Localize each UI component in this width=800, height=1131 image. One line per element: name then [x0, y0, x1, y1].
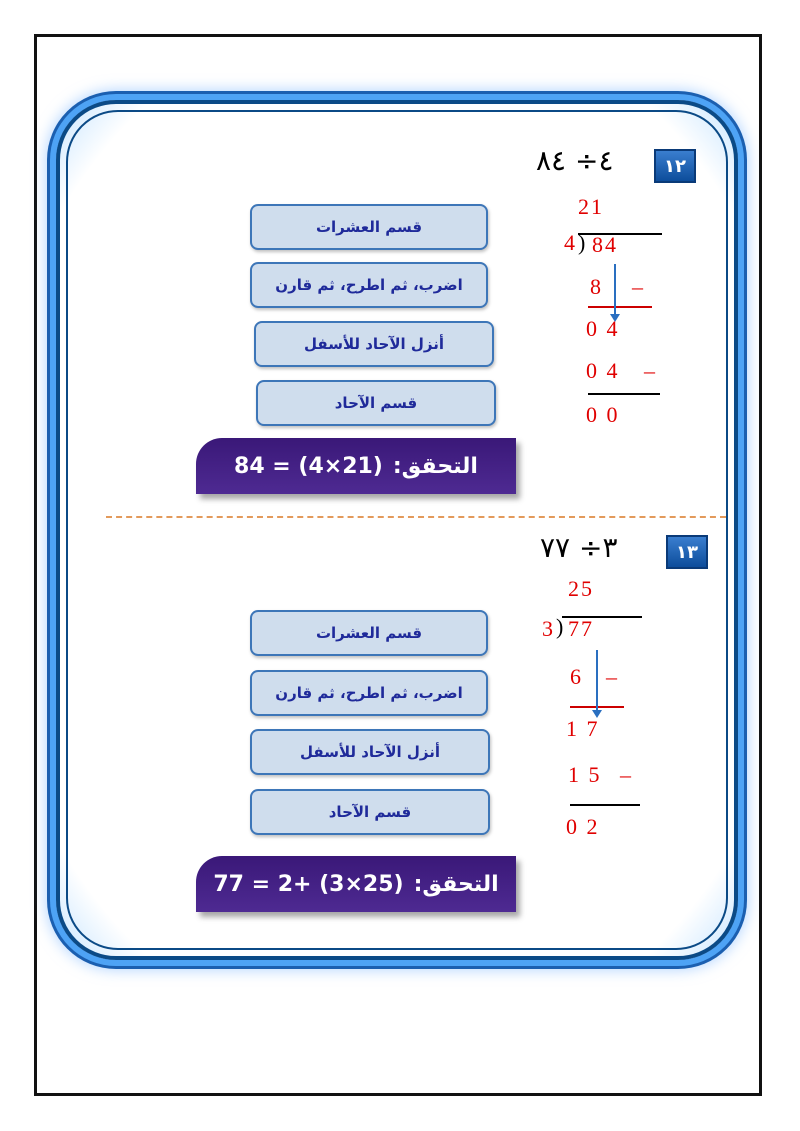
division-row-product-2: 0 4: [586, 358, 620, 383]
section-divider: [106, 516, 726, 518]
division-bracket: ): [578, 230, 588, 255]
division-divisor: 4: [564, 230, 577, 255]
division-row-bring-down: 1 7: [566, 716, 600, 741]
division-row-product-2: 1 5: [568, 762, 602, 787]
bring-down-arrow: [614, 264, 616, 316]
division-dividend: 77: [568, 616, 594, 641]
division-row-bring-down: 0 4: [586, 316, 620, 341]
step-bring-down-ones[interactable]: أنزل الآحاد للأسفل: [254, 321, 494, 367]
problem-number-badge: ١٢: [654, 149, 696, 183]
check-expression: 84 = (4×21): [234, 453, 383, 479]
division-divisor: 3: [542, 616, 555, 641]
subtraction-line: [588, 306, 652, 308]
division-remainder: 0 0: [586, 402, 620, 427]
division-bar: [578, 233, 662, 235]
subtraction-line-2: [570, 804, 640, 806]
step-divide-tens[interactable]: قسم العشرات: [250, 204, 488, 250]
minus-sign-2: –: [620, 762, 633, 787]
step-bring-down-ones[interactable]: أنزل الآحاد للأسفل: [250, 729, 490, 775]
problem-number-badge: ١٣: [666, 535, 708, 569]
step-divide-ones[interactable]: قسم الآحاد: [250, 789, 490, 835]
division-remainder: 0 2: [566, 814, 600, 839]
minus-sign: –: [632, 274, 645, 299]
minus-sign: –: [606, 664, 619, 689]
bring-down-arrow: [596, 650, 598, 712]
check-expression: 77 = 2+ (3×25): [213, 871, 404, 897]
step-multiply-subtract-compare[interactable]: اضرب، ثم اطرح، ثم قارن: [250, 670, 488, 716]
check-label: التحقق:: [413, 871, 499, 897]
subtraction-line-2: [588, 393, 660, 395]
check-label: التحقق:: [392, 453, 478, 479]
step-divide-tens[interactable]: قسم العشرات: [250, 610, 488, 656]
division-row-product: 8: [590, 274, 603, 299]
minus-sign-2: –: [644, 358, 657, 383]
step-divide-ones[interactable]: قسم الآحاد: [256, 380, 496, 426]
division-dividend: 84: [592, 232, 618, 257]
check-answer-box: [196, 438, 516, 494]
problem-title: ٤÷ ٨٤: [536, 144, 614, 177]
problem-title: ٣÷ ٧٧: [540, 531, 618, 564]
check-answer-box: [196, 856, 516, 912]
division-quotient: 25: [568, 576, 594, 601]
division-row-product: 6: [570, 664, 583, 689]
division-quotient: 21: [578, 194, 604, 219]
division-bracket: ): [556, 614, 566, 639]
step-multiply-subtract-compare[interactable]: اضرب، ثم اطرح، ثم قارن: [250, 262, 488, 308]
